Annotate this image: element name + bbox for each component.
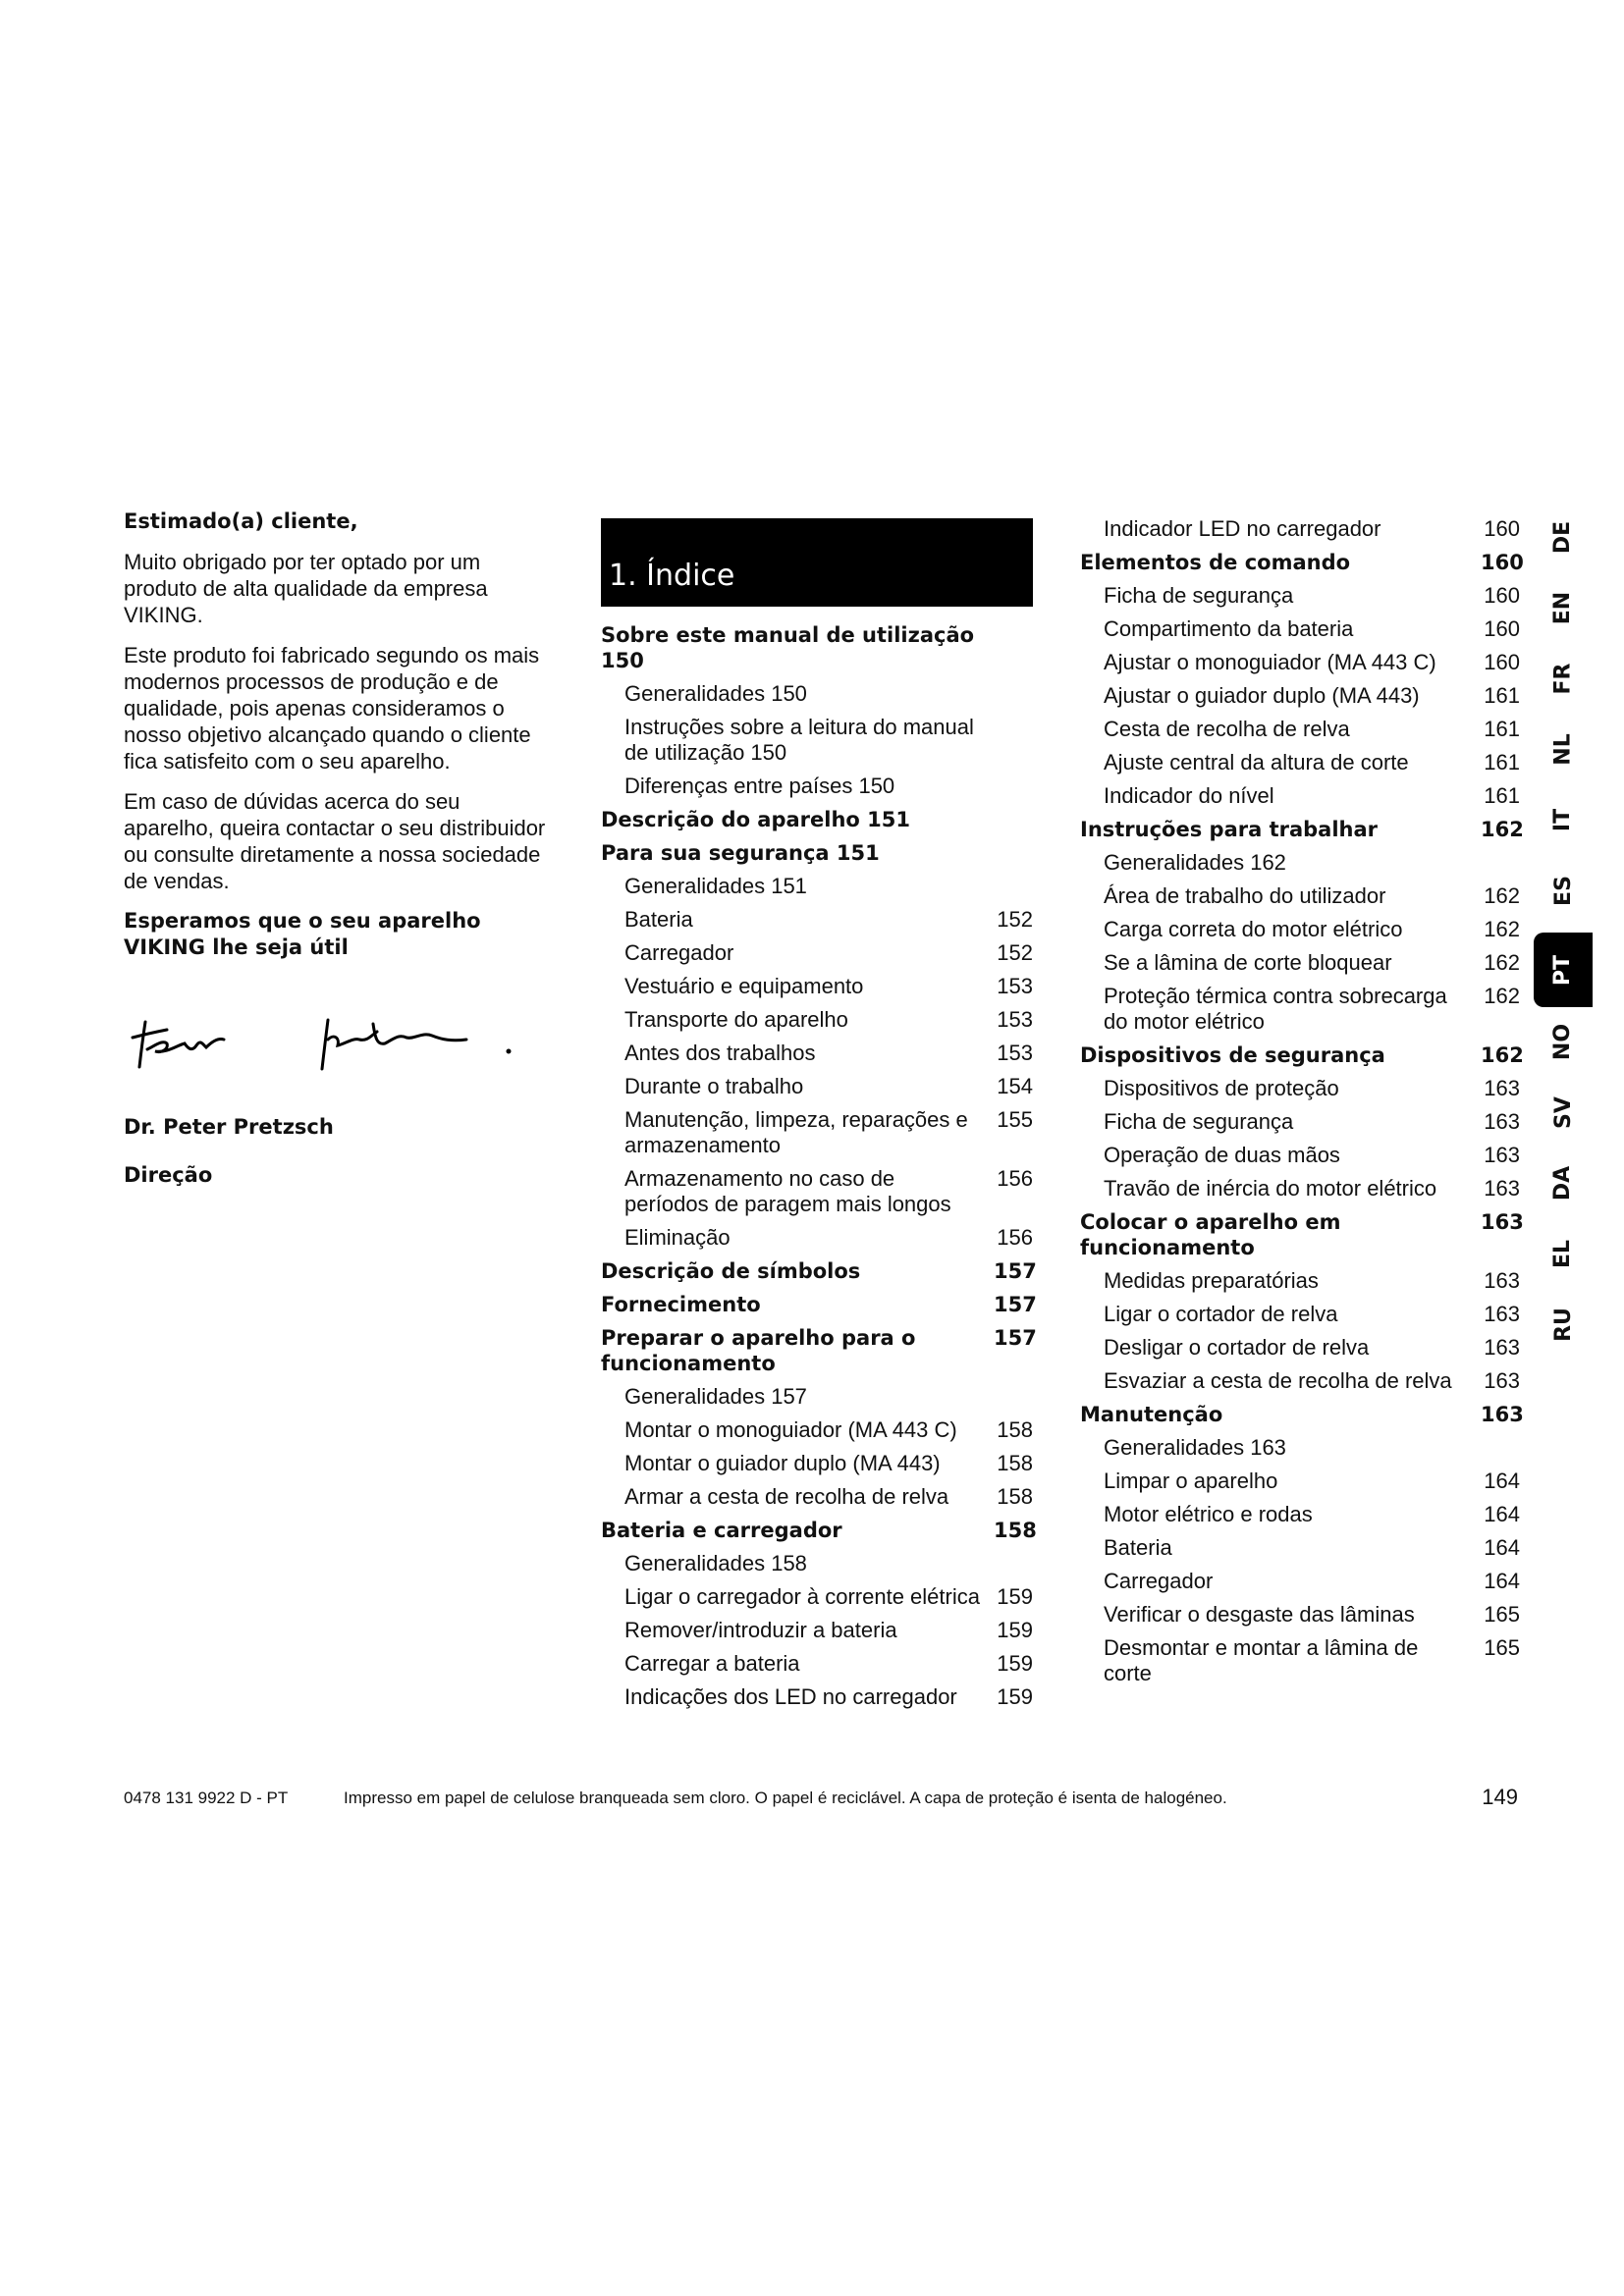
toc-entry[interactable] — [1080, 1109, 1520, 1135]
language-tab-el[interactable] — [1534, 1225, 1593, 1282]
toc-entry[interactable] — [601, 1074, 1033, 1099]
language-tab-label: DA — [1550, 1165, 1576, 1201]
toc-entry-page: 162 — [1484, 950, 1520, 975]
toc-entry-page: 160 — [1484, 650, 1520, 674]
toc-entry-title: Descrição do aparelho 151 — [601, 808, 910, 831]
toc-entry-page: 164 — [1484, 1468, 1520, 1493]
toc-entry-title: Ligar o cortador de relva — [1104, 1302, 1338, 1326]
toc-entry-page: 163 — [1484, 1076, 1520, 1100]
toc-entry-title: Transporte do aparelho — [624, 1007, 848, 1032]
toc-entry[interactable] — [601, 874, 1033, 899]
toc-entry-page — [994, 715, 1033, 766]
toc-entry-title: Travão de inércia do motor elétrico — [1104, 1176, 1437, 1201]
toc-entry-page — [994, 681, 1033, 707]
toc-entry[interactable] — [1080, 717, 1520, 742]
toc-entry-title: Manutenção — [1080, 1403, 1223, 1426]
toc-entry-title: Manutenção, limpeza, reparações e armazenamento — [624, 1107, 968, 1157]
toc-entry-title: Carregador — [624, 940, 734, 965]
toc-entry-title: Bateria — [624, 907, 693, 932]
toc-entry-page: 158 — [994, 1519, 1037, 1542]
toc-entry[interactable] — [601, 1166, 1033, 1217]
toc-entry-title: Ficha de segurança — [1104, 583, 1294, 608]
toc-entry-title: Generalidades 157 — [624, 1384, 807, 1409]
toc-entry-title: Descrição de símbolos — [601, 1259, 861, 1283]
toc-entry[interactable] — [1080, 883, 1520, 909]
toc-column-2 — [1080, 516, 1524, 1694]
toc-entry-page — [994, 1384, 1033, 1410]
letter-paragraph-1: Muito obrigado por ter optado por um produto de alta qualidade da empresa VIKING. — [124, 550, 488, 627]
toc-entry-page: 162 — [1484, 984, 1520, 1008]
toc-entry-title: Montar o guiador duplo (MA 443) — [624, 1451, 941, 1475]
toc-entry-title: Ligar o carregador à corrente elétrica — [624, 1584, 980, 1609]
toc-entry-title: Limpar o aparelho — [1104, 1468, 1278, 1493]
toc-entry[interactable] — [601, 715, 1033, 766]
toc-entry-page — [1481, 850, 1520, 876]
toc-entry-page: 157 — [994, 1293, 1037, 1316]
toc-entry[interactable] — [601, 1484, 1033, 1510]
toc-entry-page — [994, 622, 1033, 673]
toc-entry-page: 163 — [1484, 1143, 1520, 1167]
toc-entry-page: 163 — [1484, 1335, 1520, 1360]
toc-entry-title: Elementos de comando — [1080, 551, 1351, 574]
toc-entry-page: 163 — [1481, 1210, 1524, 1234]
language-tab-label: RU — [1550, 1307, 1576, 1342]
toc-entry[interactable] — [1080, 850, 1520, 876]
toc-entry-page: 154 — [997, 1074, 1033, 1098]
toc-entry[interactable] — [1080, 616, 1520, 642]
toc-entry-page: 156 — [997, 1166, 1033, 1191]
toc-entry-title: Generalidades 163 — [1104, 1435, 1286, 1460]
toc-entry-title: Generalidades 158 — [624, 1551, 807, 1575]
language-tab-en[interactable] — [1534, 579, 1593, 636]
toc-entry-page: 152 — [997, 907, 1033, 932]
language-tab-ru[interactable] — [1534, 1296, 1593, 1353]
toc-entry-title: Ajustar o guiador duplo (MA 443) — [1104, 683, 1420, 708]
toc-entry[interactable] — [601, 807, 1033, 832]
toc-entry-title: Preparar o aparelho para o funcionamento — [601, 1326, 916, 1375]
language-tab-it[interactable] — [1534, 791, 1593, 848]
toc-entry-title: Verificar o desgaste das lâminas — [1104, 1602, 1415, 1627]
toc-entry-page: 160 — [1484, 616, 1520, 641]
toc-entry[interactable] — [1080, 950, 1520, 976]
toc-entry[interactable] — [1080, 683, 1520, 709]
toc-entry-page: 159 — [997, 1618, 1033, 1642]
language-tab-nl[interactable] — [1534, 721, 1593, 777]
toc-entry[interactable] — [1080, 1468, 1520, 1494]
toc-entry[interactable] — [601, 622, 1033, 673]
toc-entry[interactable] — [1080, 516, 1520, 542]
toc-entry-page — [994, 874, 1033, 899]
toc-entry[interactable] — [1080, 1042, 1524, 1068]
toc-entry[interactable] — [1080, 1143, 1520, 1168]
toc-entry[interactable] — [601, 1292, 1037, 1317]
toc-entry-title: Armazenamento no caso de períodos de paragem mais longos — [624, 1166, 951, 1216]
toc-entry[interactable] — [601, 1107, 1033, 1158]
language-tab-label: ES — [1550, 875, 1576, 906]
toc-entry-page: 161 — [1484, 750, 1520, 774]
language-tab-fr[interactable] — [1534, 650, 1593, 707]
toc-entry-title: Operação de duas mãos — [1104, 1143, 1340, 1167]
toc-entry-title: Fornecimento — [601, 1293, 761, 1316]
toc-entry-title: Cesta de recolha de relva — [1104, 717, 1350, 741]
toc-entry-page: 162 — [1481, 818, 1524, 841]
toc-entry-title: Eliminação — [624, 1225, 731, 1250]
language-tab-label: FR — [1550, 663, 1576, 694]
toc-entry[interactable] — [601, 1518, 1037, 1543]
language-tab-de[interactable] — [1534, 508, 1593, 565]
toc-entry-page: 164 — [1484, 1535, 1520, 1560]
language-tab-label: NO — [1550, 1023, 1576, 1060]
toc-entry-page: 157 — [994, 1259, 1037, 1283]
letter-closing: Esperamos que o seu aparelho VIKING lhe seja útil — [124, 909, 481, 959]
toc-entry-page: 165 — [1484, 1602, 1520, 1627]
toc-entry[interactable] — [601, 774, 1033, 799]
toc-entry[interactable] — [601, 1551, 1033, 1576]
toc-list-2 — [1080, 516, 1524, 1686]
toc-entry-title: Armar a cesta de recolha de relva — [624, 1484, 949, 1509]
toc-entry[interactable] — [1080, 1602, 1520, 1628]
language-tab-label: DE — [1550, 520, 1576, 554]
toc-entry-page: 163 — [1484, 1302, 1520, 1326]
toc-entry-title: Carga correta do motor elétrico — [1104, 917, 1403, 941]
toc-entry-title: Vestuário e equipamento — [624, 974, 864, 998]
toc-entry[interactable] — [601, 1007, 1033, 1033]
toc-entry[interactable] — [1080, 917, 1520, 942]
toc-entry[interactable] — [1080, 1535, 1520, 1561]
toc-entry-page: 158 — [997, 1484, 1033, 1509]
toc-entry-title: Motor elétrico e rodas — [1104, 1502, 1313, 1526]
toc-entry-page: 158 — [997, 1451, 1033, 1475]
page-footer — [124, 1785, 1518, 1814]
toc-entry-page — [994, 807, 1033, 832]
letter-paragraph-2: Este produto foi fabricado segundo os mais modernos processos de produção e de qualidade, pois apenas consideramos o nosso objetivo alcançado quando o cliente fica satisfeito com o seu aparelho. — [124, 643, 540, 774]
toc-entry-page: 157 — [994, 1326, 1037, 1350]
toc-entry-page: 160 — [1484, 583, 1520, 608]
toc-entry-page: 159 — [997, 1584, 1033, 1609]
page-number: 149 — [1482, 1785, 1518, 1809]
toc-entry-title: Instruções para trabalhar — [1080, 818, 1379, 841]
toc-entry-title: Ajustar o monoguiador (MA 443 C) — [1104, 650, 1436, 674]
toc-entry-title: Compartimento da bateria — [1104, 616, 1354, 641]
toc-entry[interactable] — [1080, 984, 1520, 1035]
letter-paragraph-3: Em caso de dúvidas acerca do seu aparelho, queira contactar o seu distribuidor ou consulte diretamente a nossa sociedade de vendas. — [124, 789, 546, 893]
toc-entry[interactable] — [1080, 1402, 1524, 1427]
toc-entry-page: 163 — [1484, 1268, 1520, 1293]
toc-entry-page: 163 — [1481, 1403, 1524, 1426]
toc-entry-title: Ajuste central da altura de corte — [1104, 750, 1409, 774]
toc-entry-page: 153 — [997, 1007, 1033, 1032]
toc-entry[interactable] — [1080, 817, 1524, 842]
toc-entry-title: Diferenças entre países 150 — [624, 774, 895, 798]
toc-entry-title: Bateria — [1104, 1535, 1172, 1560]
paper-note: Impresso em papel de celulose branqueada sem cloro. O papel é reciclável. A capa de proteção é isenta de halogéneo. — [344, 1789, 1227, 1807]
toc-entry[interactable] — [1080, 783, 1520, 809]
signer-name: Dr. Peter Pretzsch — [124, 1115, 334, 1139]
toc-entry-title: Desmontar e montar a lâmina de corte — [1104, 1635, 1419, 1685]
toc-entry-page: 155 — [997, 1107, 1033, 1132]
toc-entry[interactable] — [1080, 583, 1520, 609]
toc-entry-title: Esvaziar a cesta de recolha de relva — [1104, 1368, 1452, 1393]
toc-entry-page — [994, 774, 1033, 799]
toc-entry-page: 164 — [1484, 1569, 1520, 1593]
toc-entry-title: Generalidades 151 — [624, 874, 807, 898]
toc-entry[interactable] — [601, 974, 1033, 999]
toc-entry-page — [994, 840, 1033, 866]
toc-entry[interactable] — [601, 907, 1033, 933]
toc-entry[interactable] — [1080, 1502, 1520, 1527]
signer-title: Direção — [124, 1163, 213, 1187]
language-tab-label: SV — [1550, 1095, 1576, 1129]
toc-entry-title: Generalidades 150 — [624, 681, 807, 706]
toc-list-1 — [601, 622, 1037, 1710]
language-tab-label: NL — [1550, 732, 1576, 766]
language-tab-sv[interactable] — [1534, 1084, 1593, 1141]
toc-entry-title: Montar o monoguiador (MA 443 C) — [624, 1417, 957, 1442]
toc-entry[interactable] — [601, 1451, 1033, 1476]
toc-entry-page: 162 — [1481, 1043, 1524, 1067]
toc-entry[interactable] — [601, 1684, 1033, 1710]
toc-entry-page: 163 — [1484, 1176, 1520, 1201]
toc-entry-page: 159 — [997, 1684, 1033, 1709]
toc-entry-page: 161 — [1484, 717, 1520, 741]
toc-entry-title: Instruções sobre a leitura do manual de utilização 150 — [624, 715, 974, 765]
toc-heading: 1. Índice — [609, 559, 735, 593]
letter-column — [124, 508, 556, 1202]
toc-entry[interactable] — [1080, 550, 1524, 575]
toc-entry[interactable] — [1080, 1302, 1520, 1327]
greeting: Estimado(a) cliente, — [124, 509, 358, 533]
toc-entry-page: 163 — [1484, 1109, 1520, 1134]
toc-entry-title: Sobre este manual de utilização 150 — [601, 623, 975, 672]
toc-entry-page: 165 — [1484, 1635, 1520, 1660]
toc-entry[interactable] — [601, 1417, 1033, 1443]
language-tab-label: IT — [1550, 808, 1576, 831]
toc-entry-page: 161 — [1484, 683, 1520, 708]
toc-entry-title: Dispositivos de segurança — [1080, 1043, 1385, 1067]
language-tab-no[interactable] — [1534, 1013, 1593, 1070]
toc-entry-title: Dispositivos de proteção — [1104, 1076, 1339, 1100]
toc-entry[interactable] — [1080, 1368, 1520, 1394]
toc-entry-page: 162 — [1484, 917, 1520, 941]
toc-entry-title: Antes dos trabalhos — [624, 1041, 816, 1065]
toc-entry-title: Indicações dos LED no carregador — [624, 1684, 957, 1709]
toc-entry-page: 164 — [1484, 1502, 1520, 1526]
document-code: 0478 131 9922 D - PT — [124, 1789, 289, 1807]
toc-entry[interactable] — [601, 1618, 1033, 1643]
toc-entry[interactable] — [601, 1325, 1037, 1376]
toc-entry-title: Ficha de segurança — [1104, 1109, 1294, 1134]
toc-entry-title: Medidas preparatórias — [1104, 1268, 1319, 1293]
toc-entry[interactable] — [1080, 750, 1520, 775]
toc-entry-page: 156 — [997, 1225, 1033, 1250]
toc-entry-title: Desligar o cortador de relva — [1104, 1335, 1370, 1360]
toc-entry-page — [994, 1551, 1033, 1576]
toc-entry-page: 152 — [997, 940, 1033, 965]
toc-entry[interactable] — [1080, 1076, 1520, 1101]
toc-entry-title: Carregador — [1104, 1569, 1214, 1593]
toc-entry[interactable] — [1080, 1569, 1520, 1594]
toc-entry-title: Indicador LED no carregador — [1104, 516, 1381, 541]
language-tab-label: EN — [1550, 591, 1576, 624]
signature-image — [128, 1010, 540, 1079]
toc-entry-title: Indicador do nível — [1104, 783, 1274, 808]
language-tab-label: PT — [1550, 954, 1576, 986]
toc-entry-title: Bateria e carregador — [601, 1519, 842, 1542]
toc-entry-title: Durante o trabalho — [624, 1074, 804, 1098]
language-tab-da[interactable] — [1534, 1154, 1593, 1211]
toc-entry[interactable] — [1080, 1268, 1520, 1294]
toc-column-1 — [601, 518, 1037, 1718]
toc-entry[interactable] — [601, 1258, 1037, 1284]
toc-entry[interactable] — [1080, 650, 1520, 675]
toc-entry[interactable] — [601, 840, 1033, 866]
toc-entry-page: 162 — [1484, 883, 1520, 908]
toc-entry-page: 153 — [997, 974, 1033, 998]
toc-entry-page: 158 — [997, 1417, 1033, 1442]
toc-entry-page: 161 — [1484, 783, 1520, 808]
toc-entry-title: Carregar a bateria — [624, 1651, 800, 1676]
toc-entry-page: 153 — [997, 1041, 1033, 1065]
toc-entry-title: Proteção térmica contra sobrecarga do motor elétrico — [1104, 984, 1447, 1034]
toc-entry-title: Colocar o aparelho em funcionamento — [1080, 1210, 1341, 1259]
toc-entry-page: 160 — [1484, 516, 1520, 541]
toc-entry-title: Generalidades 162 — [1104, 850, 1286, 875]
toc-entry-page: 160 — [1481, 551, 1524, 574]
toc-entry-page: 163 — [1484, 1368, 1520, 1393]
toc-entry[interactable] — [1080, 1209, 1524, 1260]
toc-entry[interactable] — [601, 1225, 1033, 1251]
toc-entry[interactable] — [1080, 1335, 1520, 1361]
toc-entry[interactable] — [1080, 1635, 1520, 1686]
toc-entry[interactable] — [1080, 1176, 1520, 1201]
toc-entry-page — [1481, 1435, 1520, 1461]
toc-entry-title: Se a lâmina de corte bloquear — [1104, 950, 1392, 975]
toc-entry-title: Para sua segurança 151 — [601, 841, 880, 865]
toc-entry-title: Remover/introduzir a bateria — [624, 1618, 897, 1642]
language-tab-es[interactable] — [1534, 862, 1593, 919]
toc-entry[interactable] — [601, 940, 1033, 966]
toc-heading-box — [601, 518, 1033, 607]
toc-entry[interactable] — [601, 1384, 1033, 1410]
toc-entry[interactable] — [601, 1651, 1033, 1677]
toc-entry[interactable] — [1080, 1435, 1520, 1461]
toc-entry[interactable] — [601, 1584, 1033, 1610]
toc-entry[interactable] — [601, 1041, 1033, 1066]
language-tab-label: EL — [1550, 1239, 1576, 1268]
toc-entry-page: 159 — [997, 1651, 1033, 1676]
toc-entry[interactable] — [601, 681, 1033, 707]
language-tab-pt[interactable] — [1534, 933, 1593, 1007]
toc-entry-title: Área de trabalho do utilizador — [1104, 883, 1386, 908]
language-tabs — [1534, 508, 1593, 1366]
